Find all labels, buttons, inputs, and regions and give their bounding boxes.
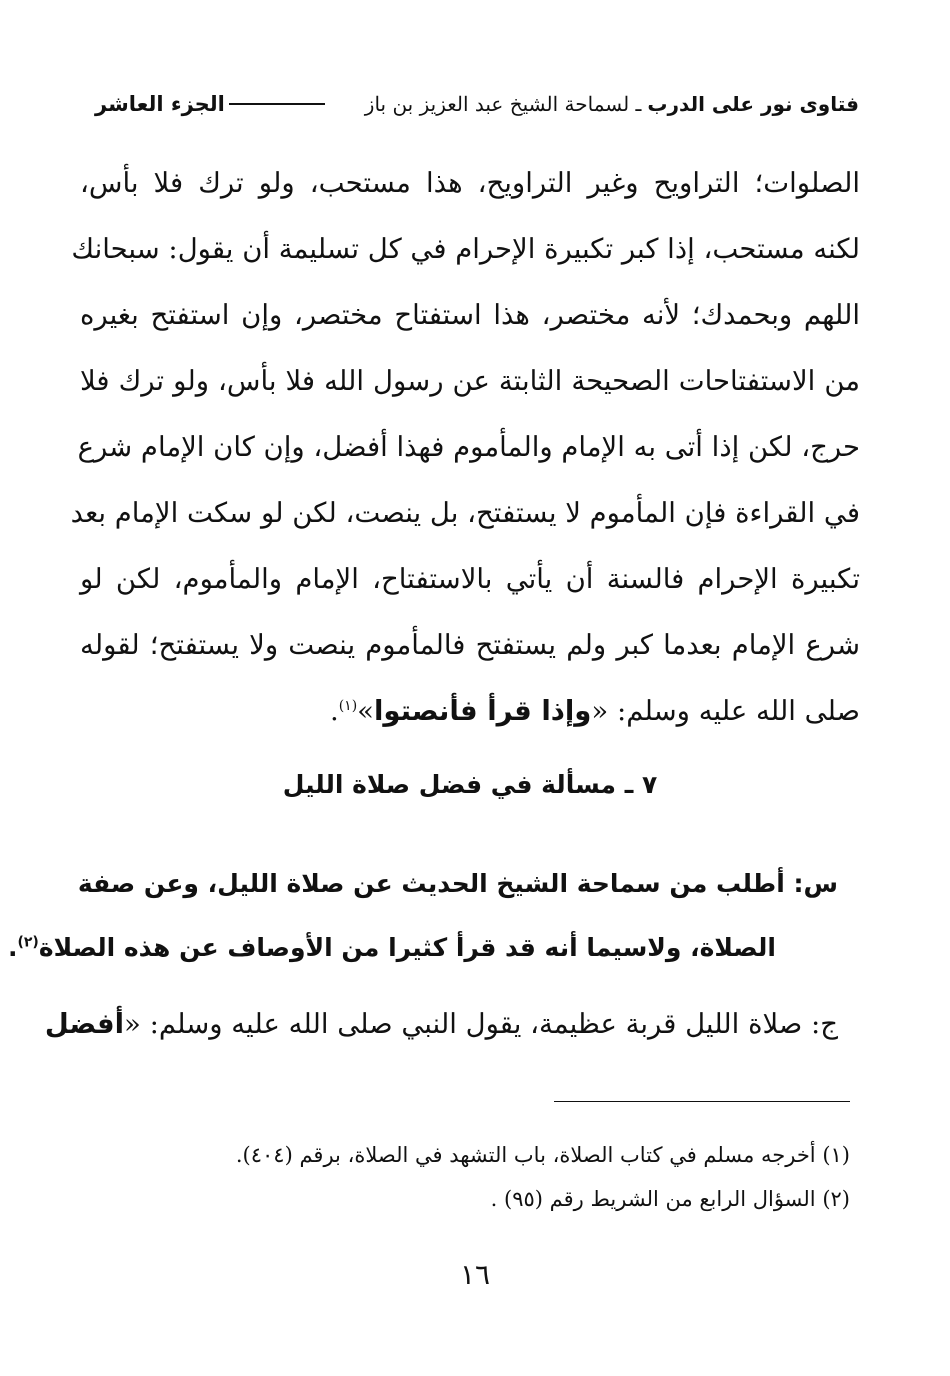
paragraph-continuation <box>70 150 860 744</box>
quote-intro: صلى الله عليه وسلم: « <box>591 695 860 727</box>
answer-bold-word: أفضل <box>44 1008 124 1040</box>
text-line: شرع الإمام بعدما كبر ولم يستفتح فالمأموم ينصت ولا يستفتح؛ لقوله <box>80 629 860 661</box>
text-line: اللهم وبحمدك؛ لأنه مختصر، هذا استفتاح مختصر، وإن استفتح بغيره <box>80 299 860 331</box>
header-volume-group <box>95 92 329 116</box>
text-line-last <box>80 678 860 744</box>
page-number: ١٦ <box>459 1258 491 1291</box>
sentence-end: . <box>329 695 339 727</box>
footnote-2: (٢) السؤال الرابع من الشريط رقم (٩٥) . <box>490 1187 850 1211</box>
text-line: تكبيرة الإحرام فالسنة أن يأتي بالاستفتاح، الإمام والمأموم، لكن لو <box>80 563 860 595</box>
hadith-quote: وإذا قرأ فأنصتوا <box>374 695 592 727</box>
footnote-separator <box>554 1101 850 1102</box>
author-credit: ـ لسماحة الشيخ عبد العزيز بن باز <box>364 92 642 116</box>
text-line: حرج، لكن إذا أتى به الإمام والمأموم فهذا أفضل، وإن كان الإمام شرع <box>77 431 860 463</box>
footnote-1: (١) أخرجه مسلم في كتاب الصلاة، باب التشهد في الصلاة، برقم (٤٠٤). <box>235 1143 850 1167</box>
question-line-text: الصلاة، ولاسيما أنه قد قرأ كثيرا من الأوصاف عن هذه الصلاة <box>38 933 776 962</box>
question-line-last <box>7 916 838 980</box>
running-header <box>95 86 859 122</box>
answer-line <box>44 992 838 1056</box>
text-line: في القراءة فإن المأموم لا يستفتح، بل ينصت، لكن لو سكت الإمام بعد <box>70 497 860 529</box>
book-title: فتاوى نور على الدرب <box>647 92 859 116</box>
text-line: لكنه مستحب، إذا كبر تكبيرة الإحرام في كل تسليمة أن يقول: سبحانك <box>71 233 860 265</box>
question-block <box>7 852 838 980</box>
question-line: س: أطلب من سماحة الشيخ الحديث عن صلاة الليل، وعن صفة <box>77 869 838 898</box>
footnote-ref-2[interactable]: (٢) <box>17 934 39 951</box>
text-line: الصلوات؛ التراويح وغير التراويح، هذا مستحب، ولو ترك فلا بأس، <box>80 167 860 199</box>
volume-label: الجزء العاشر <box>95 92 225 116</box>
section-heading: ٧ ـ مسألة في فضل صلاة الليل <box>282 770 658 799</box>
answer-text: ج: صلاة الليل قربة عظيمة، يقول النبي صلى الله عليه وسلم: « <box>124 1008 838 1040</box>
footnote-ref-1[interactable]: (١) <box>338 697 358 714</box>
header-title-group <box>365 92 859 116</box>
text-line: من الاستفتاحات الصحيحة الثابتة عن رسول الله فلا بأس، ولو ترك فلا <box>80 365 860 397</box>
quote-close: » <box>357 695 374 727</box>
footnotes <box>120 1133 850 1221</box>
question-end: . <box>7 933 18 962</box>
header-rule <box>229 103 325 105</box>
